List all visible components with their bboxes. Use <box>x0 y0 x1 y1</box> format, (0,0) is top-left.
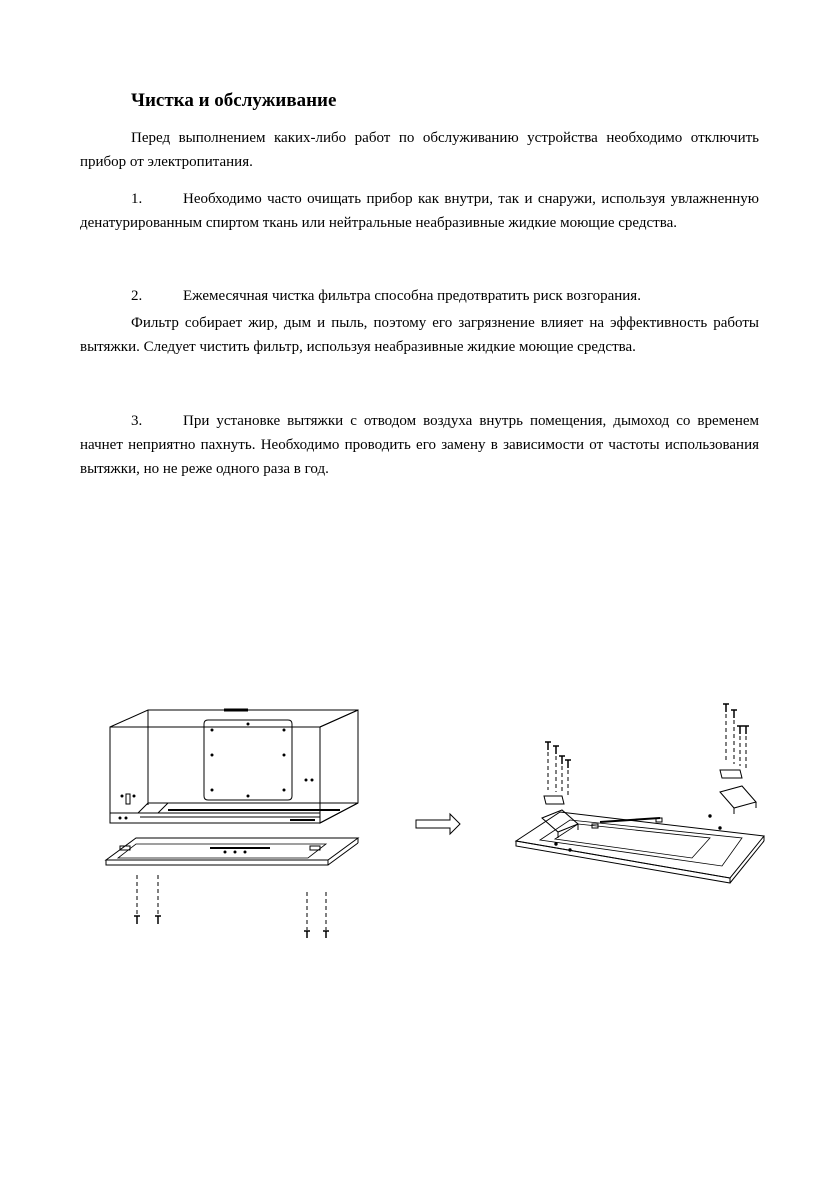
item-number: 3. <box>131 413 143 429</box>
ceiling-panel <box>106 838 358 865</box>
list-item <box>80 187 759 235</box>
filter-text: Фильтр собирает жир, дым и пыль, поэтому его загрязнение влияет на эффективность работы вытяжки. Следует чистить фильтр, используя неабразивные жидкие моющие средства. <box>80 315 759 355</box>
section-title: Чистка и обслуживание <box>131 90 337 111</box>
intro-paragraph <box>80 126 759 174</box>
panel-with-brackets <box>516 770 764 883</box>
hood-body <box>110 710 358 823</box>
arrow-right-icon <box>416 814 460 834</box>
filter-paragraph <box>80 311 759 359</box>
mounting-screws-left <box>137 875 326 930</box>
item-text: Ежемесячная чистка фильтра способна предотвратить риск возгорания. <box>183 288 641 304</box>
item-text: Необходимо часто очищать прибор как внутри, так и снаружи, используя увлажненную денатурированным спиртом ткань или нейтральные неабразивные жидкие моющие средства. <box>80 191 759 231</box>
item-text: При установке вытяжки с отводом воздуха внутрь помещения, дымоход со временем начнет неприятно пахнуть. Необходимо проводить его замену в зависимости от частоты использования вытяжки, но не реже одного раза в год. <box>80 413 759 477</box>
list-item <box>80 409 759 481</box>
installation-diagram <box>100 700 780 940</box>
item-number: 2. <box>131 288 143 304</box>
screw-icon <box>134 916 329 938</box>
intro-text: Перед выполнением каких-либо работ по обслуживанию устройства необходимо отключить прибор от электропитания. <box>80 130 759 170</box>
item-number: 1. <box>131 191 143 207</box>
list-item <box>80 284 759 308</box>
screw-icon <box>545 704 749 768</box>
mounting-screws-right <box>548 714 746 798</box>
